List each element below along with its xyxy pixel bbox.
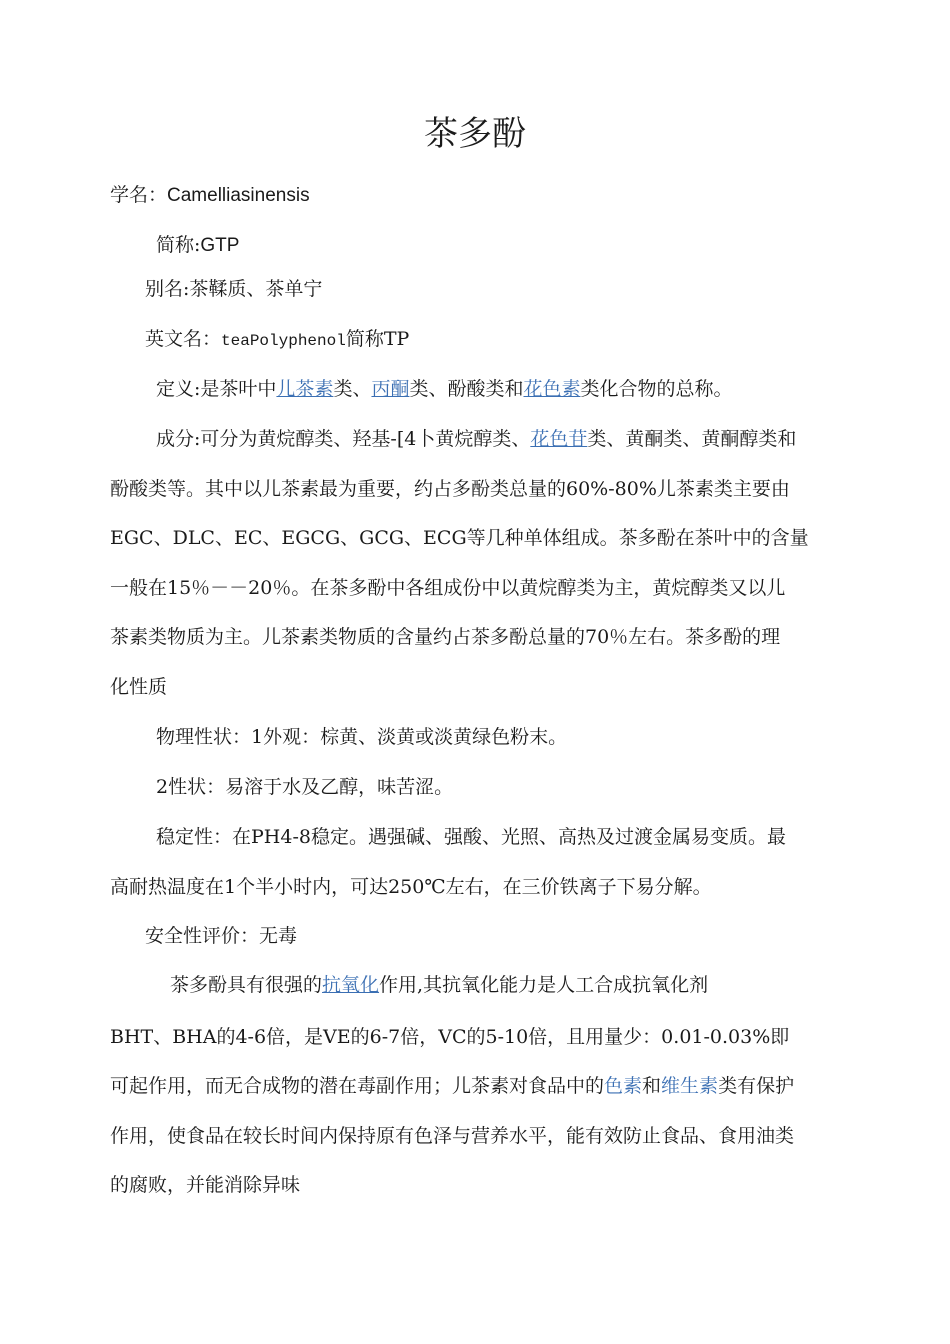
definition-text: 类化合物的总称。 — [580, 378, 733, 400]
antioxidation-link[interactable]: 抗氧化 — [322, 974, 380, 996]
antioxidant-text: 可起作用，而无合成物的潜在毒副作用；儿茶素对食品中的 — [110, 1075, 605, 1097]
abbreviation-line — [156, 233, 239, 258]
english-name-suffix: 简称TP — [345, 328, 410, 350]
alias-value: 茶鞣质、茶单宁 — [189, 278, 323, 300]
english-name-line — [145, 327, 409, 353]
document-title: 茶多酚 — [424, 114, 526, 154]
physical-properties-line: 物理性状：1外观：棕黄、淡黄或淡黄绿色粉末。 — [156, 726, 568, 748]
definition-text: 是茶叶中 — [200, 378, 277, 400]
english-name-value: teaPolyphenol — [221, 332, 346, 350]
composition-line-1 — [156, 427, 796, 451]
solubility-line: 2性状：易溶于水及乙醇，味苦涩。 — [156, 776, 454, 798]
composition-line-2: 酚酸类等。其中以儿茶素最为重要，约占多酚类总量的60%-80%儿茶素类主要由 — [110, 478, 790, 500]
scientific-name-label: 学名： — [110, 184, 168, 206]
definition-text: 类、酚酸类和 — [409, 378, 524, 400]
composition-line-5: 茶素类物质为主。儿茶素类物质的含量约占茶多酚总量的70％左右。茶多酚的理 — [110, 626, 781, 648]
alias-line — [145, 277, 322, 301]
antioxidant-line-5: 的腐败，并能消除异味 — [110, 1174, 301, 1196]
antioxidant-line-4: 作用，使食品在较长时间内保持原有色泽与营养水平，能有效防止食品、食用油类 — [110, 1125, 795, 1147]
pigment-term: 色素 — [604, 1075, 643, 1097]
acetone-link[interactable]: 丙酮 — [371, 378, 410, 400]
stability-line-1: 稳定性：在PH4-8稳定。遇强碱、强酸、光照、高热及过渡金属易变质。最 — [156, 826, 786, 848]
anthocyanidin-link[interactable]: 花色素 — [523, 378, 581, 400]
antioxidant-line-1 — [170, 973, 708, 997]
antioxidant-line-2: BHT、BHA的4-6倍，是VE的6-7倍，VC的5-10倍，且用量少：0.01-0.03%即 — [110, 1026, 790, 1048]
composition-text: 类、黄酮类、黄酮醇类和 — [587, 428, 797, 450]
composition-line-3: EGC、DLC、EC、EGCG、GCG、ECG等几种单体组成。茶多酚在茶叶中的含量 — [110, 527, 809, 549]
catechin-link[interactable]: 儿茶素 — [276, 378, 334, 400]
antioxidant-line-3 — [110, 1074, 794, 1098]
antioxidant-text: 类有保护 — [718, 1075, 795, 1097]
composition-line-4: 一般在15％－－20％。在茶多酚中各组成份中以黄烷醇类为主，黄烷醇类又以儿 — [110, 577, 786, 599]
safety-line: 安全性评价：无毒 — [145, 925, 298, 947]
definition-line — [156, 377, 733, 401]
scientific-name-value: Camelliasinensis — [167, 185, 310, 206]
composition-text: 可分为黄烷醇类、羟基-[4卜黄烷醇类、 — [200, 428, 531, 450]
anthocyanin-link[interactable]: 花色苷 — [530, 428, 588, 450]
alias-label: 别名: — [145, 278, 190, 300]
antioxidant-text: 茶多酚具有很强的 — [170, 974, 323, 996]
definition-text: 类、 — [333, 378, 372, 400]
scientific-name-line — [110, 183, 310, 208]
abbreviation-value: GTP — [200, 235, 240, 256]
composition-line-6: 化性质 — [110, 676, 168, 698]
antioxidant-text: 作用,其抗氧化能力是人工合成抗氧化剂 — [379, 974, 709, 996]
abbreviation-label: 简称: — [156, 234, 201, 256]
vitamin-term: 维生素 — [661, 1075, 719, 1097]
english-name-label: 英文名： — [145, 328, 222, 350]
composition-label: 成分: — [156, 428, 201, 450]
antioxidant-text: 和 — [642, 1075, 662, 1097]
definition-label: 定义: — [156, 378, 201, 400]
stability-line-2: 高耐热温度在1个半小时内，可达250℃左右，在三价铁离子下易分解。 — [110, 876, 712, 898]
